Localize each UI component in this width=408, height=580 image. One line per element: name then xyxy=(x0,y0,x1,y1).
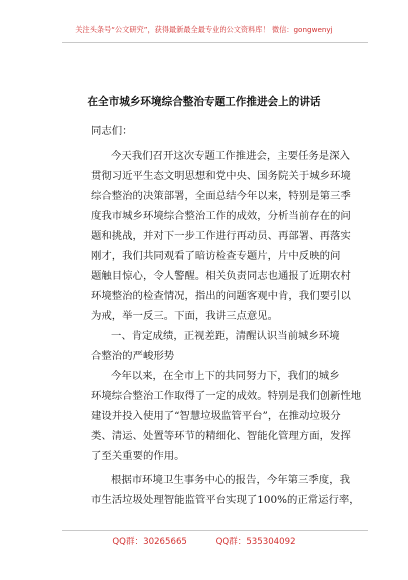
document-title: 在全市城乡环境综合整治专题工作推进会上的讲话 xyxy=(87,96,321,108)
paragraph-line: 今天我们召开这次专题工作推进会，主要任务是深入 xyxy=(111,150,350,162)
paragraph-line: 类、清运、处置等环节的精细化、智能化管理方面，发挥 xyxy=(91,430,351,442)
header-promo-note: 关注头条号“公文研究”，获得最新最全最专业的公文资料库！ 微信：gongwenyj xyxy=(75,25,333,34)
paragraph-line: 环境综合整治工作取得了一定的成效。特别是我们创新性地 xyxy=(91,390,362,402)
qq-group-2: QQ群：535304092 xyxy=(215,537,296,547)
paragraph-line: 综合整治的决策部署，全面总结今年以来，特别是第三季 xyxy=(91,190,351,202)
paragraph-line: 建设并投入使用了“智慧垃圾监管平台”，在推动垃圾分 xyxy=(91,410,341,422)
paragraph-line: 根据市环境卫生事务中心的报告，今年第三季度，我 xyxy=(111,474,350,486)
paragraph-line: 了至关重要的作用。 xyxy=(91,450,185,462)
paragraph-line: 今年以来，在全市上下的共同努力下，我们的城乡 xyxy=(111,370,340,382)
paragraph-line: 为戒，举一反三。下面，我讲三点意见。 xyxy=(91,310,279,322)
paragraph-line: 度我市城乡环境综合整治工作的成效，分析当前存在的问 xyxy=(91,210,351,222)
salutation: 同志们： xyxy=(91,125,133,137)
paragraph-line: 环境整治的检查情况，指出的问题客观中肯，我们要引以 xyxy=(91,290,351,302)
section-heading: 合整治的严峻形势 xyxy=(91,350,175,362)
header-divider xyxy=(62,42,368,43)
paragraph-line: 贯彻习近平生态文明思想和党中央、国务院关于城乡环境 xyxy=(91,170,351,182)
footer-divider xyxy=(62,530,368,531)
paragraph-line: 市生活垃圾处理智能监管平台实现了100%的正常运行率， xyxy=(91,494,360,506)
footer-contact xyxy=(0,535,408,547)
paragraph-line: 题触目惊心，令人警醒。相关负责同志也通报了近期农村 xyxy=(91,270,351,282)
qq-group-1: QQ群：30265665 xyxy=(112,537,187,547)
paragraph-line: 题和挑战，并对下一步工作进行再动员、再部署、再落实 xyxy=(91,230,351,242)
document-body xyxy=(91,120,371,510)
paragraph-line: 刚才，我们共同观看了暗访检查专题片，片中反映的问 xyxy=(91,250,341,262)
section-heading: 一、肯定成绩，正视差距，清醒认识当前城乡环境 xyxy=(111,330,340,342)
